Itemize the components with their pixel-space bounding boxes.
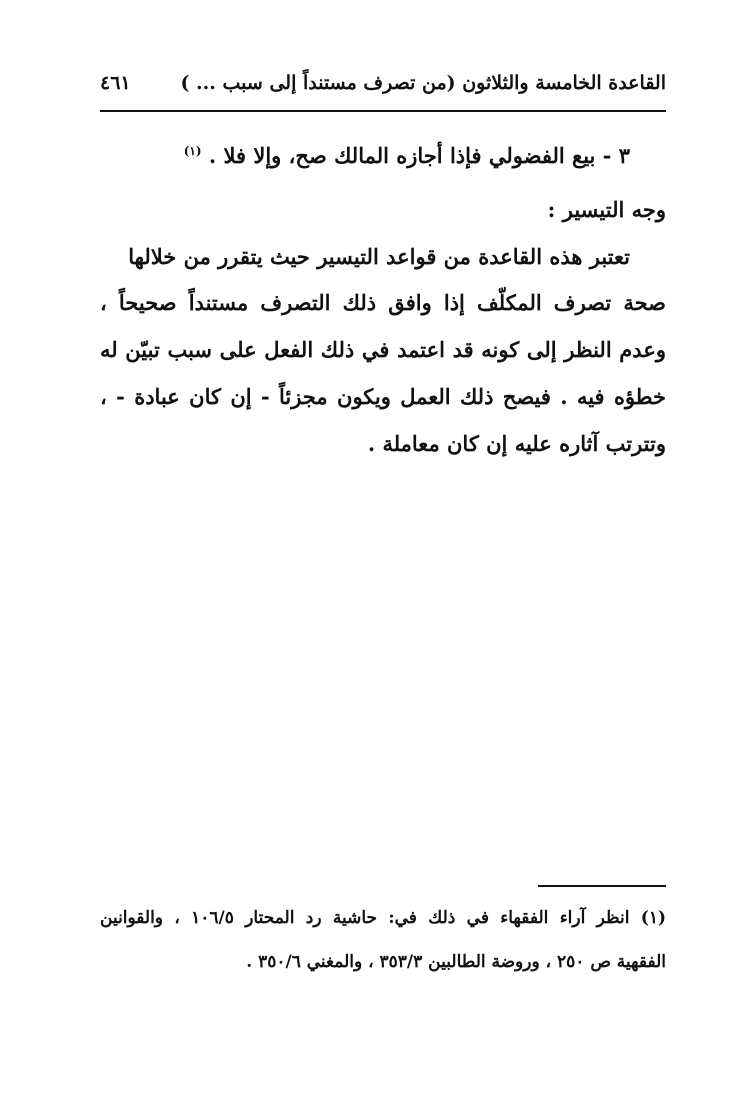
footnote-line: (١) انظر آراء الفقهاء في ذلك في: حاشية رد المحتار ١٠٦/٥ ، والقوانين (100, 908, 666, 928)
numbered-item (100, 143, 666, 168)
paragraph-line: وتترتب آثاره عليه إن كان معاملة . (367, 431, 666, 456)
header-title: القاعدة الخامسة والثلاثون (من تصرف مستنداً إلى سبب ... ) (180, 72, 666, 94)
paragraph-line: خطؤه فيه . فيصح ذلك العمل ويكون مجزئاً - إن كان عبادة - ، (100, 384, 666, 409)
paragraph-line: تعتبر هذه القاعدة من قواعد التيسير حيث يتقرر من خلالها (128, 244, 630, 269)
section-heading: وجه التيسير : (547, 197, 666, 222)
header-rule (100, 110, 666, 112)
running-header (100, 70, 666, 106)
footnote-reference: (١) (183, 144, 202, 158)
paragraph-line: وعدم النظر إلى كونه قد اعتمد في ذلك الفعل على سبب تبيّن له (100, 337, 666, 362)
footnote-line: الفقهية ص ٢٥٠ ، وروضة الطالبين ٣٥٣/٣ ، والمغني ٣٥٠/٦ . (246, 952, 666, 972)
page-number: ٤٦١ (100, 72, 131, 94)
footnote-rule (538, 885, 666, 887)
numbered-item-text: ٣ - بيع الفضولي فإذا أجازه المالك صح، وإلا فلا . (208, 143, 630, 168)
paragraph-line: صحة تصرف المكلّف إذا وافق ذلك التصرف مستنداً صحيحاً ، (100, 290, 666, 315)
